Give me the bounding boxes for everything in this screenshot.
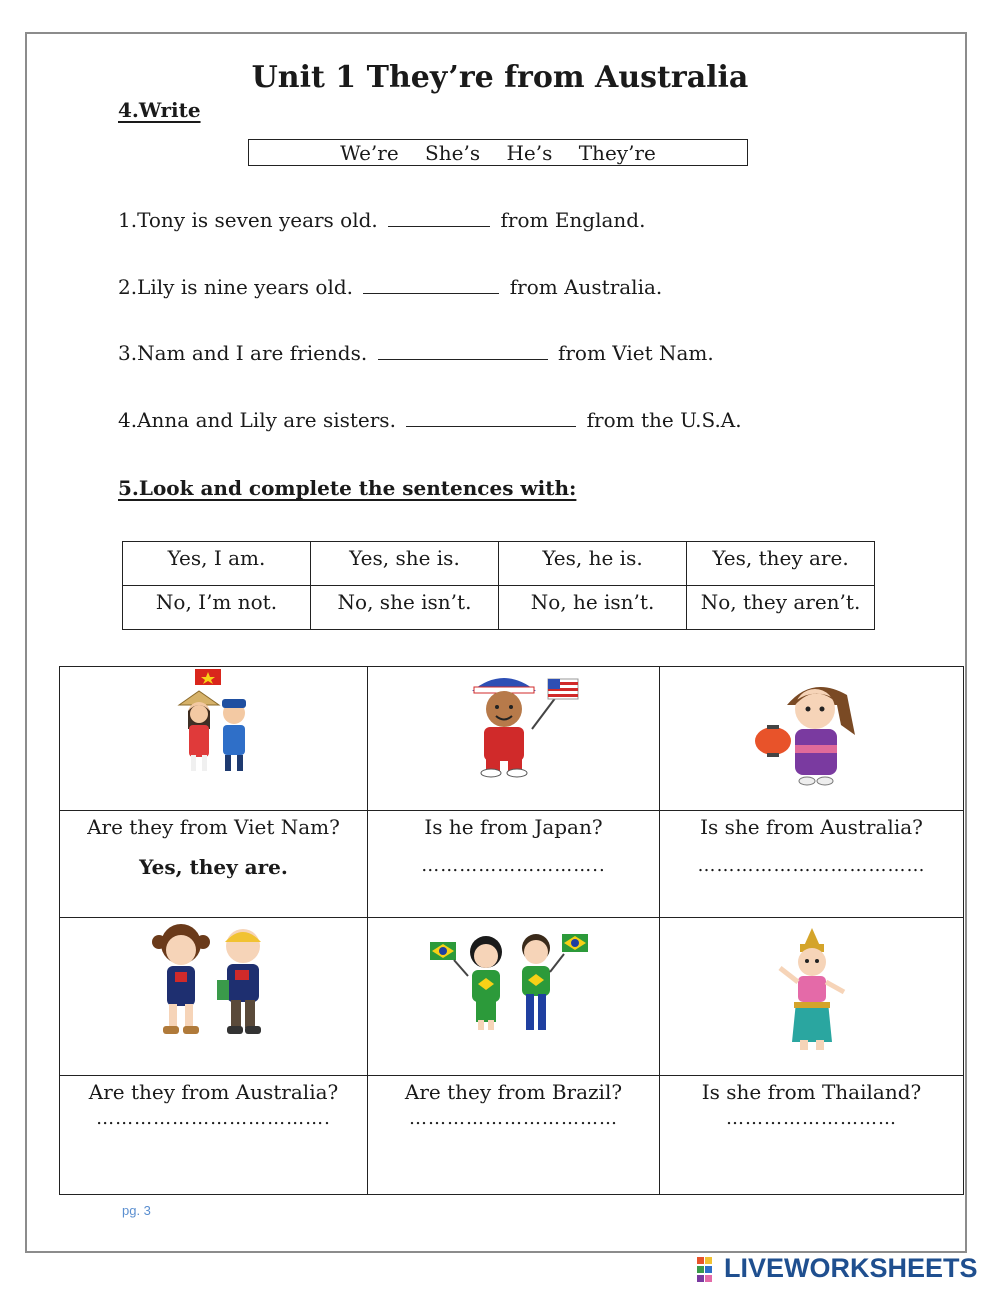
sentence-4-text: 4.Anna and Lily are sisters.	[118, 408, 396, 432]
liveworksheets-logo-icon	[697, 1256, 721, 1284]
sentence-4	[118, 408, 742, 432]
usa-boy-illustration	[444, 669, 584, 779]
sentence-4-blank[interactable]	[406, 409, 576, 427]
picture-cell	[60, 667, 368, 811]
question-cell	[60, 811, 368, 918]
picture-question-grid	[59, 666, 964, 1195]
answer-blank[interactable]: ……………………………	[409, 1108, 618, 1129]
example-answer: Yes, they are.	[139, 855, 288, 879]
question-text: Are they from Viet Nam?	[87, 815, 340, 839]
brazil-kids-illustration	[424, 924, 604, 1039]
word-box	[248, 139, 748, 166]
answer-option: No, he isn’t.	[499, 586, 687, 630]
thailand-girl-illustration	[752, 928, 872, 1058]
sentence-1-tail: from England.	[500, 208, 646, 232]
table-row	[60, 1076, 964, 1195]
answer-option: Yes, she is.	[311, 542, 499, 586]
word-box-item: She’s	[425, 141, 481, 165]
question-text: Is she from Australia?	[700, 815, 923, 839]
australia-kids-illustration	[139, 920, 289, 1045]
liveworksheets-brand[interactable]: LIVEWORKSHEETS	[724, 1253, 978, 1283]
picture-cell	[368, 918, 660, 1076]
sentence-1	[118, 208, 645, 232]
sentence-2-tail: from Australia.	[509, 275, 663, 299]
table-row	[60, 811, 964, 918]
answer-blank[interactable]: ……………………………….	[96, 1108, 331, 1129]
picture-cell	[368, 667, 660, 811]
table-row	[60, 667, 964, 811]
sentence-1-blank[interactable]	[388, 209, 490, 227]
answer-option: No, they aren’t.	[687, 586, 875, 630]
sentence-2-blank[interactable]	[363, 276, 499, 294]
answer-blank[interactable]: ………………………	[726, 1108, 897, 1129]
sentence-3	[118, 341, 714, 365]
word-box-item: We’re	[340, 141, 399, 165]
answer-options-table	[122, 541, 875, 630]
sentence-4-tail: from the U.S.A.	[586, 408, 742, 432]
table-row	[123, 586, 875, 630]
answer-option: No, she isn’t.	[311, 586, 499, 630]
sentence-2	[118, 275, 662, 299]
question-cell	[660, 1076, 964, 1195]
answer-option: Yes, I am.	[123, 542, 311, 586]
answer-blank[interactable]: ………………………..	[421, 855, 606, 876]
picture-cell	[60, 918, 368, 1076]
answer-option: Yes, he is.	[499, 542, 687, 586]
sentence-3-tail: from Viet Nam.	[557, 341, 714, 365]
question-cell	[368, 811, 660, 918]
question-text: Is he from Japan?	[424, 815, 603, 839]
picture-cell	[660, 918, 964, 1076]
section-5-heading: 5.Look and complete the sentences with:	[118, 476, 577, 500]
question-cell	[60, 1076, 368, 1195]
table-row	[60, 918, 964, 1076]
word-box-item: He’s	[506, 141, 553, 165]
worksheet-title: Unit 1 They’re from Australia	[251, 60, 749, 95]
question-text: Is she from Thailand?	[701, 1080, 922, 1104]
sentence-3-text: 3.Nam and I are friends.	[118, 341, 368, 365]
question-cell	[660, 811, 964, 918]
answer-blank[interactable]: ………………………………	[697, 855, 926, 876]
sentence-2-text: 2.Lily is nine years old.	[118, 275, 354, 299]
sentence-1-text: 1.Tony is seven years old.	[118, 208, 378, 232]
page-number: pg. 3	[122, 1203, 151, 1218]
answer-option: No, I’m not.	[123, 586, 311, 630]
vietnam-kids-illustration	[159, 669, 269, 779]
question-text: Are they from Brazil?	[404, 1080, 623, 1104]
question-cell	[368, 1076, 660, 1195]
sentence-3-blank[interactable]	[378, 342, 548, 360]
picture-cell	[660, 667, 964, 811]
answer-option: Yes, they are.	[687, 542, 875, 586]
table-row	[123, 542, 875, 586]
section-4-heading: 4.Write	[118, 98, 201, 122]
question-text: Are they from Australia?	[88, 1080, 339, 1104]
word-box-item: They’re	[578, 141, 656, 165]
japan-girl-illustration	[737, 675, 887, 790]
